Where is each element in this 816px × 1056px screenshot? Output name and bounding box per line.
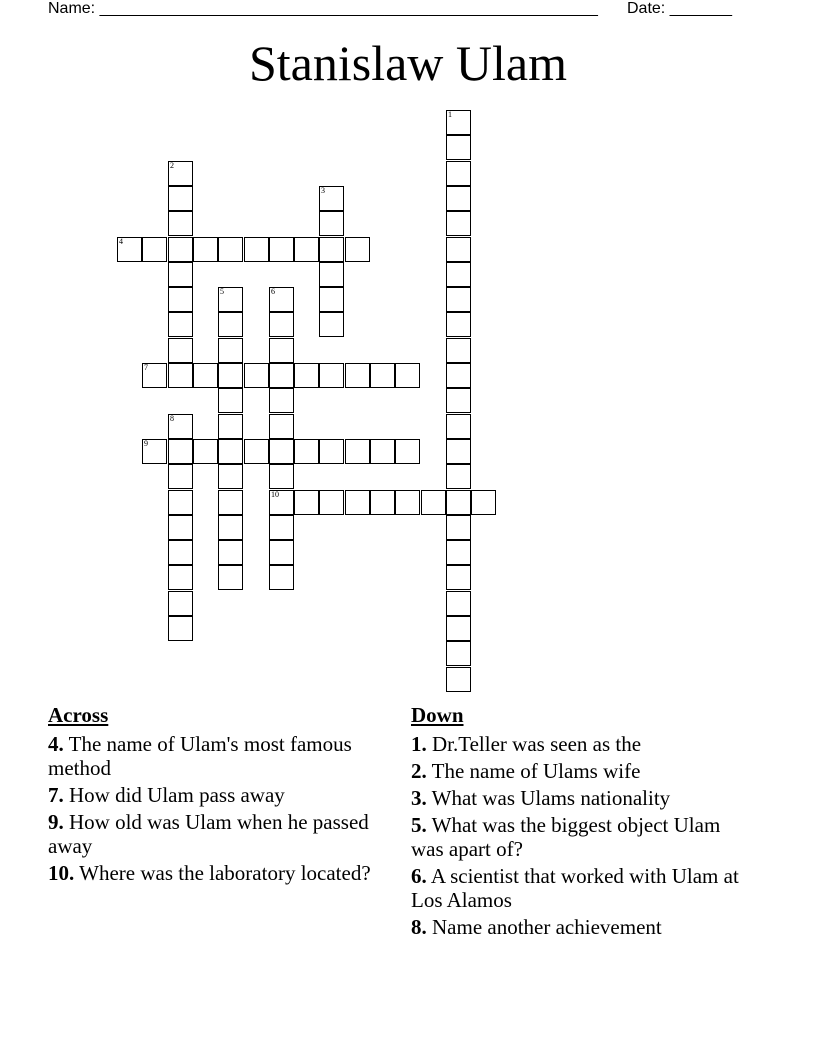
crossword-cell[interactable] [446,262,471,287]
across-clue [48,732,378,780]
crossword-cell[interactable] [319,186,344,211]
crossword-cell[interactable] [168,591,193,616]
crossword-cell[interactable] [168,616,193,641]
crossword-cell[interactable] [218,490,243,515]
crossword-cell[interactable] [244,439,269,464]
crossword-cell[interactable] [218,237,243,262]
down-clue [411,813,751,861]
clue-text: How old was Ulam when he passed away [48,810,369,858]
crossword-cell[interactable] [168,262,193,287]
crossword-cell[interactable] [168,211,193,236]
clue-text: A scientist that worked with Ulam at Los Alamos [411,864,739,912]
cell-number: 5 [220,287,224,296]
crossword-cell[interactable] [319,287,344,312]
crossword-cell[interactable] [446,237,471,262]
clue-text: Dr.Teller was seen as the [432,732,642,756]
crossword-cell[interactable] [446,186,471,211]
clue-number: 7. [48,783,64,807]
clue-text: Name another achievement [432,915,662,939]
crossword-cell[interactable] [269,540,294,565]
crossword-cell[interactable] [446,312,471,337]
crossword-cell[interactable] [294,363,319,388]
crossword-cell[interactable] [218,464,243,489]
clue-number: 1. [411,732,427,756]
crossword-cell[interactable] [446,110,471,135]
crossword-cell[interactable] [446,439,471,464]
clue-text: What was the biggest object Ulam was apart of? [411,813,721,861]
crossword-cell[interactable] [168,565,193,590]
crossword-cell[interactable] [218,388,243,413]
crossword-cell[interactable] [142,363,167,388]
crossword-cell[interactable] [244,363,269,388]
crossword-cell[interactable] [193,237,218,262]
crossword-cell[interactable] [193,439,218,464]
crossword-cell[interactable] [345,237,370,262]
crossword-cell[interactable] [345,363,370,388]
clue-text: How did Ulam pass away [69,783,285,807]
crossword-cell[interactable] [218,414,243,439]
crossword-cell[interactable] [218,540,243,565]
name-field[interactable]: Name: ________________________________________________________ [48,0,598,17]
down-clue [411,915,751,939]
crossword-cell[interactable] [218,515,243,540]
crossword-cell[interactable] [168,515,193,540]
cell-number: 4 [119,237,123,246]
crossword-cell[interactable] [446,540,471,565]
across-clue [48,861,378,885]
crossword-cell[interactable] [168,414,193,439]
crossword-cell[interactable] [269,338,294,363]
crossword-cell[interactable] [395,439,420,464]
crossword-cell[interactable] [345,490,370,515]
crossword-cell[interactable] [269,287,294,312]
cell-number: 7 [144,363,148,372]
crossword-cell[interactable] [193,363,218,388]
crossword-cell[interactable] [446,616,471,641]
clue-number: 8. [411,915,427,939]
crossword-cell[interactable] [168,363,193,388]
across-heading: Across [48,703,109,727]
crossword-cell[interactable] [269,439,294,464]
crossword-cell[interactable] [446,667,471,692]
crossword-cell[interactable] [446,161,471,186]
crossword-cell[interactable] [446,464,471,489]
crossword-cell[interactable] [319,312,344,337]
clue-number: 3. [411,786,427,810]
crossword-cell[interactable] [168,186,193,211]
crossword-cell[interactable] [168,540,193,565]
crossword-cell[interactable] [269,237,294,262]
crossword-cell[interactable] [446,490,471,515]
crossword-cell[interactable] [294,237,319,262]
crossword-cell[interactable] [319,237,344,262]
down-clue [411,732,751,756]
crossword-cell[interactable] [269,363,294,388]
crossword-cell[interactable] [370,363,395,388]
clue-number: 10. [48,861,75,885]
crossword-cell[interactable] [244,237,269,262]
down-clue [411,759,751,783]
crossword-cell[interactable] [168,464,193,489]
cell-number: 6 [271,287,275,296]
crossword-cell[interactable] [168,287,193,312]
clue-number: 6. [411,864,427,888]
cell-number: 9 [144,439,148,448]
cell-number: 10 [271,490,279,499]
crossword-cell[interactable] [471,490,496,515]
crossword-cell[interactable] [269,565,294,590]
crossword-cell[interactable] [168,161,193,186]
crossword-cell[interactable] [218,287,243,312]
clue-text: The name of Ulams wife [431,759,641,783]
crossword-cell[interactable] [395,363,420,388]
clue-text: The name of Ulam's most famous method [48,732,352,780]
crossword-cell[interactable] [446,287,471,312]
crossword-cell[interactable] [142,439,167,464]
crossword-cell[interactable] [446,363,471,388]
clue-number: 2. [411,759,427,783]
down-clue [411,864,751,912]
clue-number: 4. [48,732,64,756]
cell-number: 1 [448,110,452,119]
crossword-cell[interactable] [218,338,243,363]
crossword-cell[interactable] [446,591,471,616]
crossword-cell[interactable] [370,439,395,464]
crossword-cell[interactable] [269,388,294,413]
clue-text: Where was the laboratory located? [79,861,371,885]
down-clue [411,786,751,810]
crossword-cell[interactable] [319,363,344,388]
crossword-cell[interactable] [319,490,344,515]
crossword-cell[interactable] [446,135,471,160]
across-clue [48,810,378,858]
crossword-cell[interactable] [446,565,471,590]
crossword-cell[interactable] [269,515,294,540]
crossword-cell[interactable] [269,414,294,439]
crossword-cell[interactable] [319,262,344,287]
crossword-cell[interactable] [168,439,193,464]
crossword-cell[interactable] [218,363,243,388]
crossword-cell[interactable] [218,565,243,590]
date-field[interactable]: Date: _______ [627,0,732,17]
crossword-cell[interactable] [269,312,294,337]
crossword-cell[interactable] [446,414,471,439]
crossword-cell[interactable] [421,490,446,515]
crossword-cell[interactable] [168,338,193,363]
crossword-cell[interactable] [218,312,243,337]
cell-number: 3 [321,186,325,195]
crossword-cell[interactable] [269,464,294,489]
across-clue [48,783,378,807]
puzzle-title: Stanislaw Ulam [248,35,568,91]
crossword-cell[interactable] [446,388,471,413]
clue-text: What was Ulams nationality [431,786,671,810]
crossword-cell[interactable] [294,490,319,515]
crossword-cell[interactable] [345,439,370,464]
crossword-cell[interactable] [446,211,471,236]
across-clues [48,703,378,888]
crossword-cell[interactable] [319,211,344,236]
clue-number: 5. [411,813,427,837]
cell-number: 2 [170,161,174,170]
crossword-cell[interactable] [269,490,294,515]
crossword-cell[interactable] [446,641,471,666]
crossword-cell[interactable] [168,312,193,337]
crossword-cell[interactable] [446,338,471,363]
crossword-cell[interactable] [294,439,319,464]
crossword-cell[interactable] [370,490,395,515]
down-clues [411,703,751,942]
crossword-cell[interactable] [168,237,193,262]
crossword-cell[interactable] [142,237,167,262]
crossword-cell[interactable] [218,439,243,464]
crossword-cell[interactable] [446,515,471,540]
crossword-cell[interactable] [395,490,420,515]
crossword-cell[interactable] [117,237,142,262]
clue-number: 9. [48,810,64,834]
down-heading: Down [411,703,464,727]
crossword-cell[interactable] [319,439,344,464]
cell-number: 8 [170,414,174,423]
crossword-cell[interactable] [168,490,193,515]
